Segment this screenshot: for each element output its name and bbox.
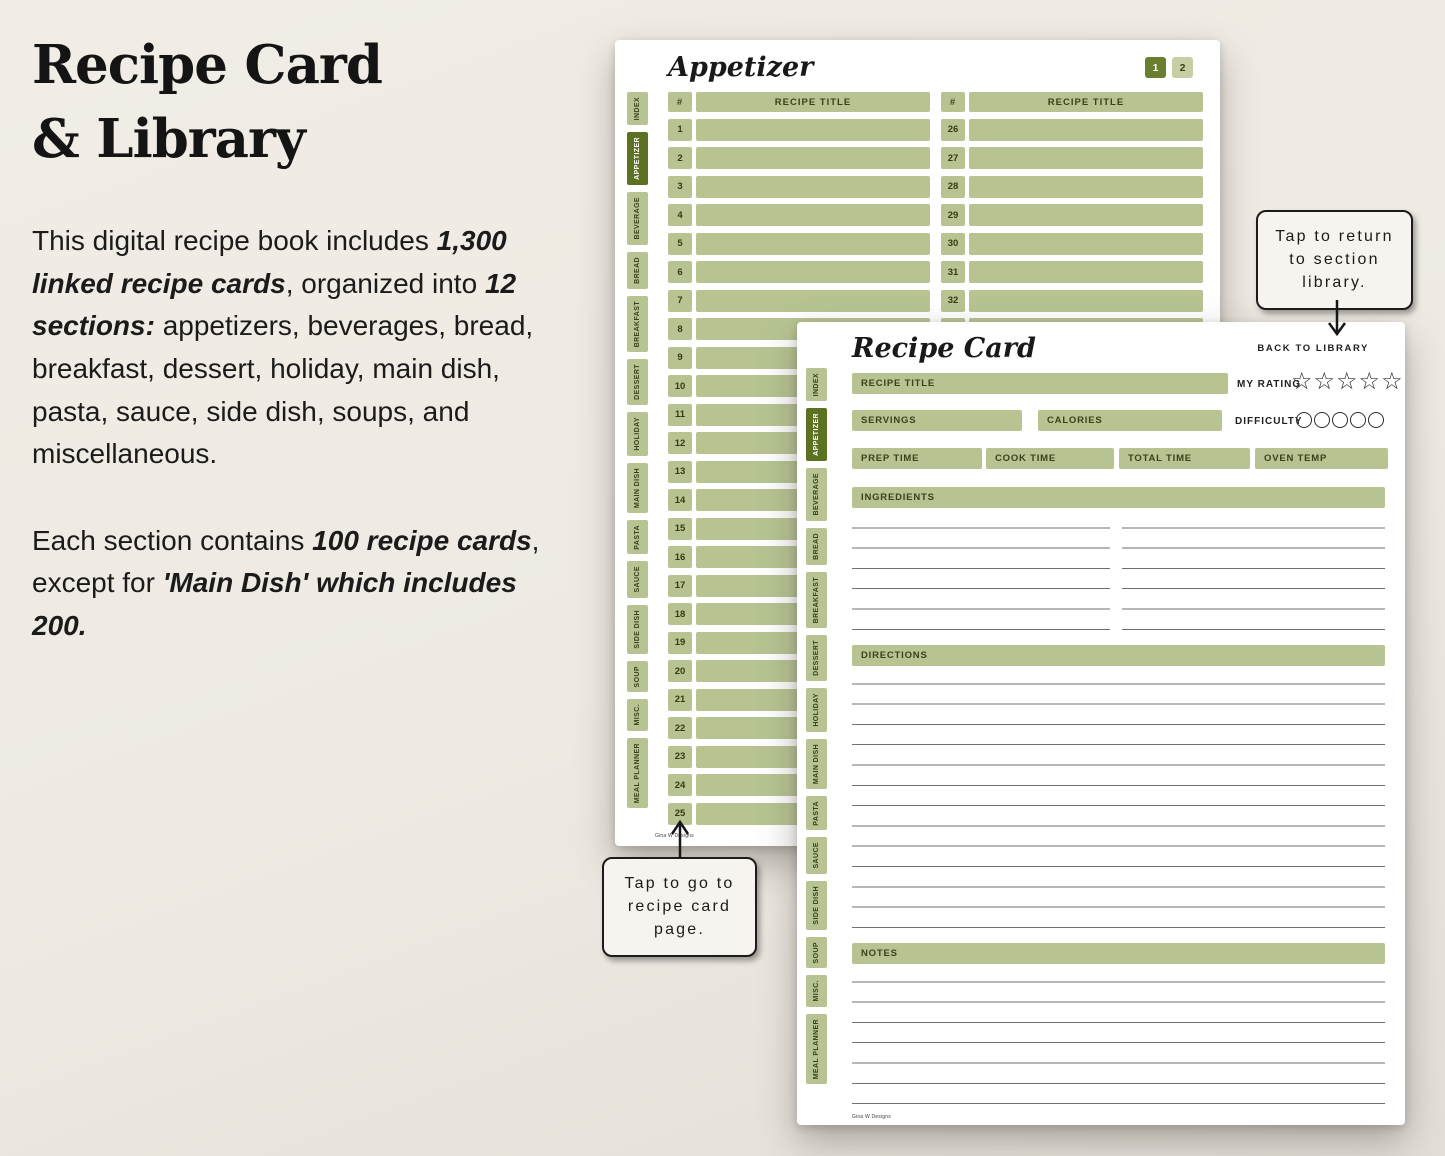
section-tab[interactable] <box>627 661 648 692</box>
recipe-number: 24 <box>668 774 692 796</box>
recipe-number: 13 <box>668 461 692 483</box>
recipe-number: 23 <box>668 746 692 768</box>
column-header-row <box>941 92 1203 112</box>
recipe-number: 31 <box>941 261 965 283</box>
section-tab-label: INDEX <box>813 373 820 397</box>
recipe-title-slot <box>969 233 1203 255</box>
oven-temp-field-label: OVEN TEMP <box>1264 453 1328 464</box>
section-tab[interactable] <box>806 572 827 628</box>
section-tab[interactable] <box>627 520 648 555</box>
title-column-header: RECIPE TITLE <box>969 92 1203 112</box>
library-column-right <box>941 92 1203 340</box>
section-tab-label: HOLIDAY <box>813 692 820 727</box>
difficulty-circle[interactable] <box>1314 412 1330 428</box>
recipe-number: 16 <box>668 546 692 568</box>
number-column-header: # <box>668 92 692 112</box>
recipe-row[interactable] <box>941 290 1203 312</box>
recipe-number: 7 <box>668 290 692 312</box>
recipe-row[interactable] <box>941 233 1203 255</box>
back-to-library-link[interactable]: BACK TO LIBRARY <box>1257 343 1369 354</box>
recipe-number: 6 <box>668 261 692 283</box>
recipe-row[interactable] <box>941 261 1203 283</box>
section-tab[interactable] <box>806 796 827 831</box>
recipe-row[interactable] <box>941 119 1203 141</box>
notes-header-label: NOTES <box>861 948 898 959</box>
section-tab-label: APPETIZER <box>813 413 820 457</box>
section-tab-label: BREAKFAST <box>634 300 641 348</box>
section-tab[interactable] <box>627 92 648 125</box>
difficulty-circle[interactable] <box>1350 412 1366 428</box>
section-tab-label: MISC. <box>634 704 641 726</box>
recipe-title-slot <box>696 233 930 255</box>
section-tab[interactable] <box>806 837 827 874</box>
section-tab-label: APPETIZER <box>634 137 641 181</box>
recipe-title-slot <box>969 176 1203 198</box>
page-number-button[interactable]: 1 <box>1145 57 1166 78</box>
intro-paragraph-2: Each section contains 100 recipe cards, except for 'Main Dish' which includes 200. <box>32 524 540 641</box>
recipe-row[interactable] <box>668 290 930 312</box>
section-tab-label: SOUP <box>813 941 820 964</box>
recipe-number: 22 <box>668 717 692 739</box>
library-section-tabs <box>627 92 648 808</box>
recipe-card-page <box>797 322 1405 1125</box>
total-time-field[interactable] <box>1119 448 1250 469</box>
recipe-card-title: Recipe Card <box>852 333 1036 364</box>
section-tab[interactable] <box>627 132 648 185</box>
callout-go-text: Tap to go to recipe card page. <box>624 875 735 939</box>
section-tab[interactable] <box>806 688 827 732</box>
recipe-row[interactable] <box>941 204 1203 226</box>
recipe-row[interactable] <box>668 119 930 141</box>
recipe-title-slot <box>696 204 930 226</box>
cook-time-field-label: COOK TIME <box>995 453 1057 464</box>
recipe-number: 11 <box>668 404 692 426</box>
recipe-number: 17 <box>668 575 692 597</box>
section-tab-label: SIDE DISH <box>813 885 820 925</box>
section-tab-label: DESSERT <box>634 364 641 400</box>
recipe-row[interactable] <box>941 147 1203 169</box>
recipe-number: 29 <box>941 204 965 226</box>
recipe-title-slot <box>969 290 1203 312</box>
column-header-row <box>668 92 930 112</box>
section-tab-label: MISC. <box>813 980 820 1002</box>
notes-header <box>852 943 1385 964</box>
intro-title-line-2: & Library <box>32 108 305 171</box>
difficulty-circles[interactable] <box>1296 412 1384 428</box>
section-tab[interactable] <box>627 296 648 352</box>
recipe-title-slot <box>696 119 930 141</box>
section-tab[interactable] <box>627 699 648 730</box>
recipe-number: 5 <box>668 233 692 255</box>
arrow-up-icon <box>667 817 693 859</box>
recipe-number: 2 <box>668 147 692 169</box>
oven-temp-field[interactable] <box>1255 448 1388 469</box>
section-tab[interactable] <box>806 635 827 681</box>
recipe-title-slot <box>969 204 1203 226</box>
section-tab-label: BEVERAGE <box>813 473 820 516</box>
recipe-number: 14 <box>668 489 692 511</box>
intro-title <box>32 28 562 176</box>
section-tab[interactable] <box>806 408 827 461</box>
recipe-row[interactable] <box>668 233 930 255</box>
section-tab[interactable] <box>806 368 827 401</box>
section-tab-label: SOUP <box>634 665 641 688</box>
recipe-title-slot <box>969 261 1203 283</box>
recipe-number: 10 <box>668 375 692 397</box>
section-tab[interactable] <box>627 605 648 654</box>
recipe-number: 18 <box>668 603 692 625</box>
section-tab[interactable] <box>627 561 648 598</box>
calories-field[interactable] <box>1038 410 1222 431</box>
total-time-field-label: TOTAL TIME <box>1128 453 1192 464</box>
my-rating-label: MY RATING <box>1237 379 1302 390</box>
recipe-title-slot <box>696 176 930 198</box>
ingredients-header-label: INGREDIENTS <box>861 492 935 503</box>
card-footer: Gina W Designs <box>852 1114 891 1120</box>
pagination <box>1145 57 1193 78</box>
section-tab-label: MEAL PLANNER <box>634 742 641 803</box>
recipe-number: 3 <box>668 176 692 198</box>
star-icon[interactable]: ☆ <box>1313 367 1336 395</box>
recipe-number: 32 <box>941 290 965 312</box>
section-tab[interactable] <box>806 1014 827 1084</box>
recipe-title-slot <box>696 261 930 283</box>
section-tab-label: INDEX <box>634 97 641 121</box>
section-tab-label: PASTA <box>813 800 820 826</box>
section-tab[interactable] <box>627 252 648 289</box>
servings-field-label: SERVINGS <box>861 415 917 426</box>
section-tab-label: SAUCE <box>634 566 641 593</box>
section-tab-label: BREAD <box>634 256 641 284</box>
library-footer: Gina W Designs <box>655 833 694 839</box>
rating-stars[interactable] <box>1291 369 1403 393</box>
difficulty-label: DIFFICULTY <box>1235 416 1303 427</box>
recipe-row[interactable] <box>668 204 930 226</box>
intro-paragraph-1: This digital recipe book includes 1,300 linked recipe cards, organized into 12 sections: appetizers, beverages, bread, breakfast, dessert, holiday, main dish, pasta, sauce, side dish, soups, and miscellaneous. <box>32 225 534 470</box>
section-tab-label: BREAKFAST <box>813 576 820 624</box>
recipe-number: 30 <box>941 233 965 255</box>
ingredients-lines-right[interactable] <box>1122 508 1385 630</box>
recipe-number: 15 <box>668 518 692 540</box>
recipe-number: 21 <box>668 689 692 711</box>
ingredients-lines-left[interactable] <box>852 508 1110 630</box>
section-tab-label: BEVERAGE <box>634 197 641 240</box>
card-section-tabs <box>806 368 827 1084</box>
ingredients-header <box>852 487 1385 508</box>
section-tab[interactable] <box>806 468 827 521</box>
callout-back-to-library <box>1256 210 1413 310</box>
intro-title-line-1: Recipe Card <box>32 34 382 96</box>
prep-time-field[interactable] <box>852 448 982 469</box>
recipe-number: 4 <box>668 204 692 226</box>
recipe-number: 28 <box>941 176 965 198</box>
section-tab-label: MAIN DISH <box>813 743 820 784</box>
recipe-number: 12 <box>668 432 692 454</box>
section-tab[interactable] <box>627 192 648 245</box>
calories-field-label: CALORIES <box>1047 415 1103 426</box>
star-icon[interactable]: ☆ <box>1381 367 1403 395</box>
recipe-row[interactable] <box>941 176 1203 198</box>
section-tab-label: PASTA <box>634 524 641 550</box>
recipe-title-field[interactable] <box>852 373 1228 394</box>
recipe-number: 25 <box>668 803 692 825</box>
recipe-row[interactable] <box>668 261 930 283</box>
number-column-header: # <box>941 92 965 112</box>
notes-lines[interactable] <box>852 962 1385 1104</box>
recipe-row[interactable] <box>668 147 930 169</box>
section-tab-label: DESSERT <box>813 640 820 676</box>
difficulty-circle[interactable] <box>1332 412 1348 428</box>
section-tab[interactable] <box>806 937 827 968</box>
section-tab[interactable] <box>627 359 648 405</box>
directions-header <box>852 645 1385 666</box>
intro-panel <box>32 28 562 691</box>
recipe-row[interactable] <box>668 176 930 198</box>
section-tab[interactable] <box>806 528 827 565</box>
section-tab[interactable] <box>627 738 648 808</box>
recipe-number: 27 <box>941 147 965 169</box>
page-number-button[interactable]: 2 <box>1172 57 1193 78</box>
recipe-number: 8 <box>668 318 692 340</box>
section-tab-label: MEAL PLANNER <box>813 1018 820 1079</box>
section-tab[interactable] <box>627 412 648 456</box>
section-tab[interactable] <box>627 463 648 513</box>
arrow-down-icon <box>1324 299 1350 337</box>
directions-lines[interactable] <box>852 664 1385 928</box>
directions-header-label: DIRECTIONS <box>861 650 928 661</box>
callout-back-text: Tap to return to section library. <box>1275 228 1394 292</box>
section-tab-label: HOLIDAY <box>634 416 641 451</box>
recipe-number: 26 <box>941 119 965 141</box>
star-icon[interactable]: ☆ <box>1358 367 1381 395</box>
star-icon[interactable]: ☆ <box>1336 367 1358 395</box>
difficulty-circle[interactable] <box>1296 412 1312 428</box>
recipe-number: 9 <box>668 347 692 369</box>
recipe-number: 1 <box>668 119 692 141</box>
star-icon[interactable]: ☆ <box>1291 367 1313 395</box>
recipe-title-slot <box>969 147 1203 169</box>
section-tab[interactable] <box>806 739 827 789</box>
recipe-title-slot <box>969 119 1203 141</box>
recipe-title-slot <box>696 147 930 169</box>
library-title: Appetizer <box>668 52 814 83</box>
section-tab[interactable] <box>806 881 827 930</box>
cook-time-field[interactable] <box>986 448 1114 469</box>
recipe-number: 20 <box>668 660 692 682</box>
library-rows-right <box>941 119 1203 341</box>
difficulty-circle[interactable] <box>1368 412 1384 428</box>
prep-time-field-label: PREP TIME <box>861 453 920 464</box>
section-tab-label: SIDE DISH <box>634 609 641 649</box>
recipe-number: 19 <box>668 632 692 654</box>
recipe-title-field-label: RECIPE TITLE <box>861 378 935 389</box>
section-tab[interactable] <box>806 975 827 1006</box>
section-tab-label: BREAD <box>813 532 820 560</box>
callout-go-to-recipe-card <box>602 857 757 957</box>
title-column-header: RECIPE TITLE <box>696 92 930 112</box>
section-tab-label: MAIN DISH <box>634 467 641 508</box>
servings-field[interactable] <box>852 410 1022 431</box>
recipe-title-slot <box>696 290 930 312</box>
section-tab-label: SAUCE <box>813 842 820 869</box>
